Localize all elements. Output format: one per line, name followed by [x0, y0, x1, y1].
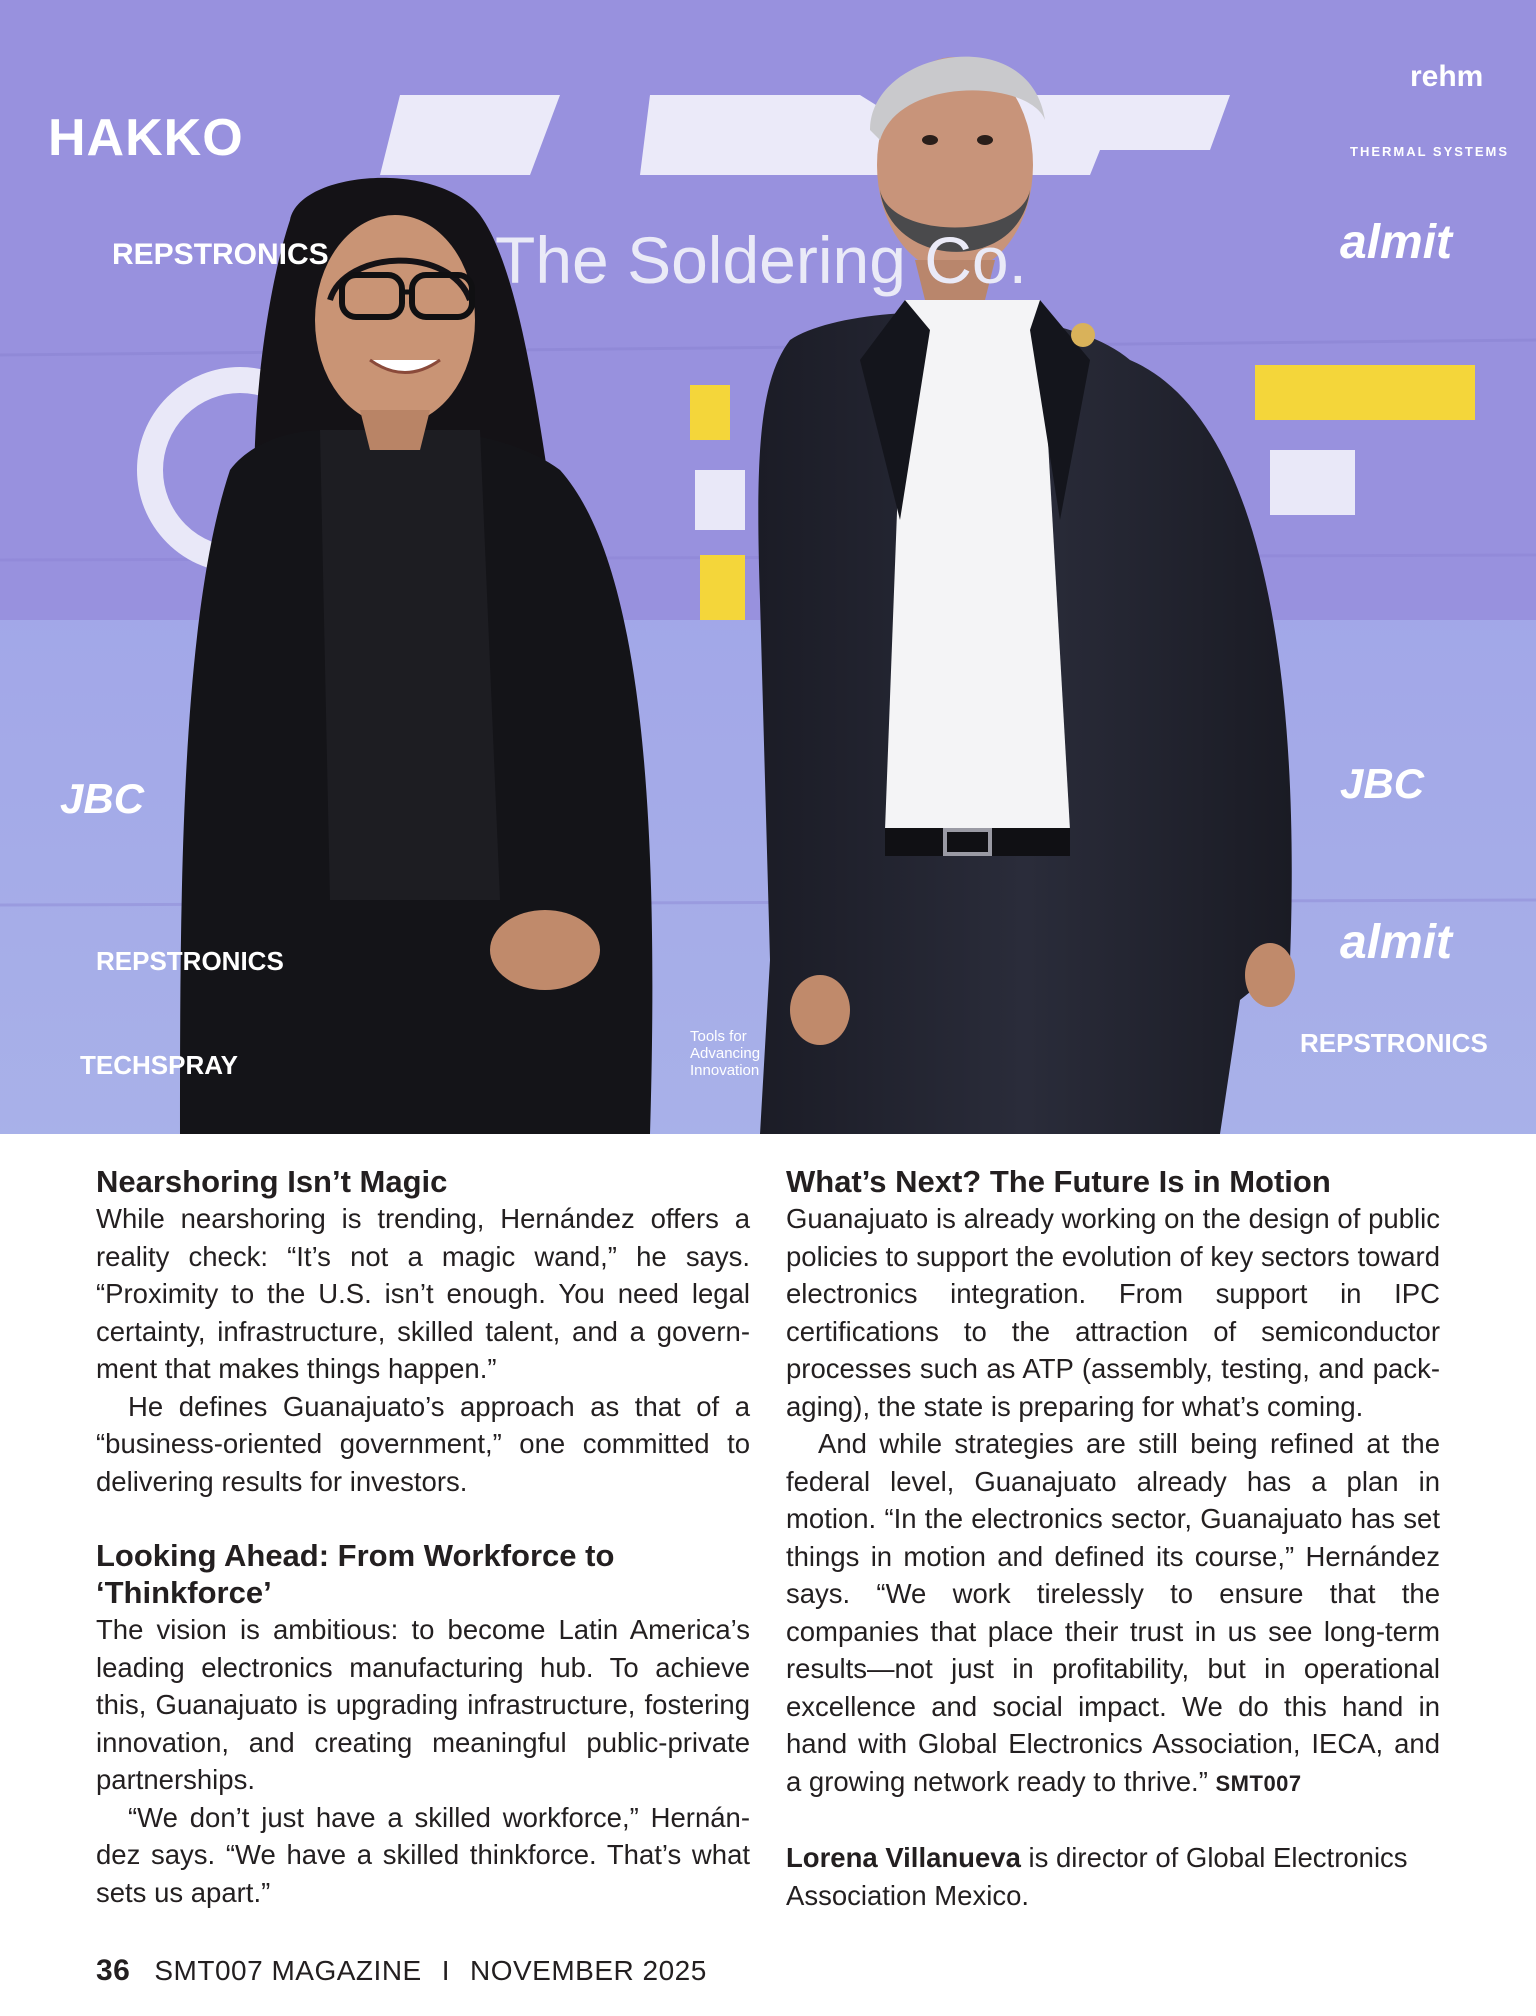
page-number: 36	[96, 1954, 131, 1987]
footer-separator: I	[441, 1955, 450, 1986]
jbc-logo-small: JBC	[1340, 760, 1425, 807]
hakko-logo: HAKKO	[48, 109, 244, 167]
rehm-logo: rehm	[1410, 60, 1484, 93]
author-bio-text: is director of Global Electronics Association Mexico.	[786, 1842, 1408, 1911]
heading-looking-ahead: Looking Ahead: From Workforce to ‘Thinkforce’	[96, 1538, 615, 1610]
author-bio	[786, 1839, 1440, 1914]
magazine-name: SMT007 MAGAZINE	[154, 1955, 422, 1986]
paragraph-vision: The vision is ambitious: to become Latin America’s leading electronics manufacturing hub. To achieve this, Guanajuato is upgrading infrastructure, fostering innovation, and creating meaningful public-private partnerships.	[96, 1614, 750, 1795]
almit-logo-top: almit	[1340, 216, 1453, 269]
page-footer	[96, 1953, 707, 1989]
jbc-logo-small-left: JBC	[60, 775, 145, 822]
paragraph-thinkforce: “We don’t just have a skilled workforce,” Hernández says. “We have a skilled thinkforce. That’s what sets us apart.”	[96, 1801, 750, 1908]
repstronics-logo-top: REPSTRONICS	[112, 238, 329, 271]
heading-nearshoring: Nearshoring Isn’t Magic	[96, 1164, 448, 1199]
paragraph-public-policies: Guanajuato is already working on the design of public policies to support the evolution of key sectors toward electronics integration. From support in IPC certifications to the attraction of semiconductor processes such as ATP (assembly, testing, and packaging), the state is preparing for what’s coming.	[786, 1203, 1440, 1422]
almit-logo-bottom: almit	[1340, 916, 1453, 969]
repstronics-logo-right: REPSTRONICS	[1300, 1028, 1488, 1058]
jbc-tagline: The Soldering Co.	[495, 223, 1027, 297]
techspray-logo: TECHSPRAY	[80, 1050, 238, 1080]
article-column-left	[96, 1163, 750, 1911]
issue-date: NOVEMBER 2025	[470, 1955, 707, 1986]
paragraph-business-government: He defines Guanajuato’s approach as that of a “business-oriented government,” one committed to delivering results for investors.	[96, 1390, 750, 1497]
heading-whats-next: What’s Next? The Future Is in Motion	[786, 1164, 1331, 1199]
paragraph-plan-in-motion	[786, 1425, 1440, 1802]
repstronics-logo-bottom: REPSTRONICS	[96, 946, 284, 976]
tools-tagline: Tools for Advancing Innovation	[690, 1028, 761, 1079]
author-name: Lorena Villanueva	[786, 1842, 1021, 1873]
end-signature: SMT007	[1215, 1770, 1302, 1796]
thermal-systems-logo: THERMAL SYSTEMS	[1350, 144, 1510, 159]
plan-text: And while strategies are still being refined at the federal level, Guanajuato already has a plan in motion. “In the electronics sector, Guanajuato has set things in motion and defined its course,” Hernández says. “We work tirelessly to ensure that the companies that place their trust in us see long-term results—not just in profitability, but in operational excellence and social impact. We do this hand in hand with Global Electronics Association, IECA, and a growing network ready to thrive.”	[786, 1428, 1440, 1797]
paragraph-reality-check: While nearshoring is trending, Hernández offers a reality check: “It’s not a magic wand,” he says. “Proximity to the U.S. isn’t enough. You need legal certainty, infrastructure, skilled talent, and a government that makes things happen.”	[96, 1203, 750, 1384]
article-column-right	[786, 1163, 1440, 1914]
